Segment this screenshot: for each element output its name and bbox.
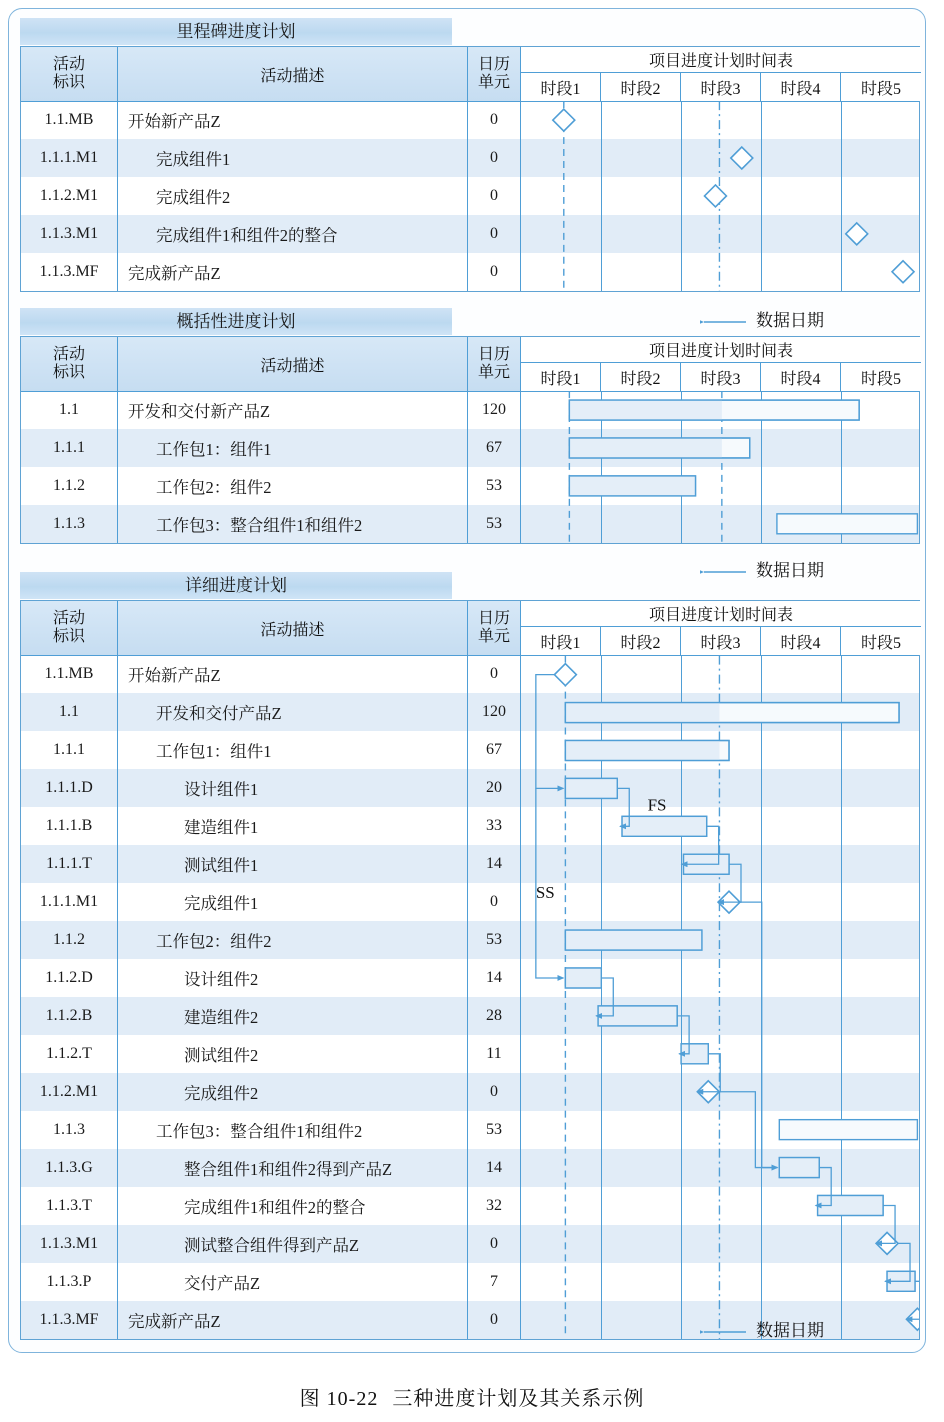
- gantt-milestone-diamond: [718, 891, 740, 913]
- data-date-callout-1: [700, 306, 824, 332]
- data-date-arrow-icon: [700, 1322, 748, 1342]
- cell-activity-description: 开发和交付新产品Z: [118, 391, 468, 429]
- gantt-gridline: [681, 655, 682, 1339]
- cell-activity-description: 工作包2：组件2: [118, 467, 468, 505]
- column-header-timeline: 项目进度计划时间表: [521, 337, 921, 363]
- column-header-calendar-unit: [468, 337, 521, 391]
- cell-calendar-unit: 0: [468, 883, 521, 921]
- gantt-gridline: [601, 391, 602, 543]
- data-date-callout-2: [700, 556, 824, 582]
- data-date-label: 数据日期: [756, 311, 824, 330]
- cell-calendar-unit: 28: [468, 997, 521, 1035]
- calendar-unit-line1: 日历: [477, 610, 510, 628]
- column-header-description: 活动描述: [118, 337, 468, 391]
- cell-calendar-unit: 33: [468, 807, 521, 845]
- cell-calendar-unit: 67: [468, 429, 521, 467]
- gantt-bar: [887, 1271, 915, 1291]
- cell-calendar-unit: 53: [468, 467, 521, 505]
- cell-activity-id: 1.1.1.T: [21, 845, 118, 883]
- cell-activity-id: 1.1: [21, 391, 118, 429]
- cell-activity-description: 工作包2：组件2: [118, 921, 468, 959]
- cell-activity-id: 1.1.MB: [21, 655, 118, 693]
- gantt-bar: [779, 1120, 917, 1140]
- column-header-activity-id: [21, 601, 118, 655]
- cell-calendar-unit: 120: [468, 391, 521, 429]
- cell-calendar-unit: 53: [468, 505, 521, 543]
- cell-calendar-unit: 0: [468, 1301, 521, 1339]
- column-header-period-2: 时段2: [601, 73, 681, 101]
- column-header-period-2: 时段2: [601, 627, 681, 655]
- column-header-period-1: 时段1: [521, 627, 601, 655]
- cell-activity-description: 完成组件1和组件2的整合: [118, 215, 468, 253]
- calendar-unit-line2: 单元: [477, 364, 510, 381]
- cell-activity-description: 开始新产品Z: [118, 655, 468, 693]
- gantt-bar: [818, 1195, 883, 1215]
- section-title-summary: 概括性进度计划: [20, 308, 452, 335]
- cell-calendar-unit: 11: [468, 1035, 521, 1073]
- column-header-calendar-unit: [468, 47, 521, 101]
- cell-activity-description: 测试组件1: [118, 845, 468, 883]
- cell-calendar-unit: 14: [468, 1149, 521, 1187]
- cell-activity-description: 测试组件2: [118, 1035, 468, 1073]
- calendar-unit-line1: 日历: [477, 346, 510, 364]
- cell-calendar-unit: 120: [468, 693, 521, 731]
- gantt-gridline: [601, 101, 602, 291]
- cell-calendar-unit: 53: [468, 1111, 521, 1149]
- gantt-bar: [681, 1044, 708, 1064]
- activity-id-line1: 活动: [52, 346, 85, 364]
- gantt-bar: [565, 741, 729, 761]
- column-header-timeline: 项目进度计划时间表: [521, 47, 921, 73]
- activity-id-line2: 标识: [52, 628, 85, 645]
- cell-activity-id: 1.1.1.D: [21, 769, 118, 807]
- cell-activity-id: 1.1.1: [21, 429, 118, 467]
- column-header-description: 活动描述: [118, 47, 468, 101]
- gantt-bar: [569, 476, 695, 496]
- cell-activity-description: 完成组件1: [118, 139, 468, 177]
- column-header-period-1: 时段1: [521, 73, 601, 101]
- section-title-milestone: 里程碑进度计划: [20, 18, 452, 45]
- cell-calendar-unit: 67: [468, 731, 521, 769]
- cell-activity-description: 交付产品Z: [118, 1263, 468, 1301]
- activity-id-line2: 标识: [52, 364, 85, 381]
- cell-calendar-unit: 0: [468, 253, 521, 291]
- cell-activity-id: 1.1.3: [21, 1111, 118, 1149]
- cell-activity-id: 1.1.1: [21, 731, 118, 769]
- cell-activity-id: 1.1: [21, 693, 118, 731]
- cell-activity-description: 整合组件1和组件2得到产品Z: [118, 1149, 468, 1187]
- cell-activity-id: 1.1.3.T: [21, 1187, 118, 1225]
- gantt-gridline: [681, 391, 682, 543]
- gantt-gridline: [841, 391, 842, 543]
- cell-calendar-unit: 20: [468, 769, 521, 807]
- cell-calendar-unit: 0: [468, 655, 521, 693]
- gantt-gridline: [601, 655, 602, 1339]
- column-header-period-5: 时段5: [841, 363, 921, 391]
- gantt-milestone-diamond: [553, 109, 575, 131]
- cell-activity-description: 工作包3：整合组件1和组件2: [118, 1111, 468, 1149]
- cell-activity-description: 工作包3：整合组件1和组件2: [118, 505, 468, 543]
- data-date-callout-3: [700, 1316, 824, 1342]
- data-date-arrow-icon: [700, 312, 748, 332]
- cell-activity-id: 1.1.2: [21, 467, 118, 505]
- cell-activity-id: 1.1.2.T: [21, 1035, 118, 1073]
- cell-activity-description: 完成组件2: [118, 177, 468, 215]
- cell-activity-id: 1.1.2.D: [21, 959, 118, 997]
- cell-activity-description: 建造组件1: [118, 807, 468, 845]
- calendar-unit-line2: 单元: [477, 74, 510, 91]
- gantt-bar: [569, 400, 859, 420]
- cell-calendar-unit: 0: [468, 177, 521, 215]
- column-header-calendar-unit: [468, 601, 521, 655]
- section-title-detailed: 详细进度计划: [20, 572, 452, 599]
- cell-activity-id: 1.1.1.B: [21, 807, 118, 845]
- column-header-period-1: 时段1: [521, 363, 601, 391]
- cell-calendar-unit: 53: [468, 921, 521, 959]
- cell-activity-id: 1.1.3.P: [21, 1263, 118, 1301]
- cell-activity-id: 1.1.3.M1: [21, 1225, 118, 1263]
- gantt-gridline: [681, 101, 682, 291]
- cell-activity-description: 设计组件2: [118, 959, 468, 997]
- column-header-activity-id: [21, 337, 118, 391]
- cell-activity-id: 1.1.2.B: [21, 997, 118, 1035]
- cell-activity-description: 完成组件2: [118, 1073, 468, 1111]
- column-header-period-4: 时段4: [761, 363, 841, 391]
- column-header-period-3: 时段3: [681, 363, 761, 391]
- cell-activity-id: 1.1.MB: [21, 101, 118, 139]
- cell-activity-description: 完成组件1: [118, 883, 468, 921]
- activity-id-line2: 标识: [52, 74, 85, 91]
- cell-activity-description: 工作包1：组件1: [118, 429, 468, 467]
- gantt-milestone-diamond: [554, 664, 576, 686]
- cell-calendar-unit: 0: [468, 139, 521, 177]
- link-type-label-fs: FS: [647, 795, 667, 815]
- cell-activity-id: 1.1.1.M1: [21, 883, 118, 921]
- link-type-label-ss: SS: [535, 883, 555, 903]
- cell-calendar-unit: 0: [468, 101, 521, 139]
- data-date-label: 数据日期: [756, 561, 824, 580]
- cell-activity-description: 建造组件2: [118, 997, 468, 1035]
- cell-activity-description: 开发和交付产品Z: [118, 693, 468, 731]
- cell-calendar-unit: 0: [468, 1073, 521, 1111]
- gantt-milestone-diamond: [892, 261, 914, 283]
- column-header-period-3: 时段3: [681, 73, 761, 101]
- column-header-timeline: 项目进度计划时间表: [521, 601, 921, 627]
- cell-activity-id: 1.1.1.M1: [21, 139, 118, 177]
- column-header-period-4: 时段4: [761, 627, 841, 655]
- activity-id-line1: 活动: [52, 56, 85, 74]
- gantt-gridline: [761, 391, 762, 543]
- gantt-gridline: [841, 101, 842, 291]
- cell-calendar-unit: 0: [468, 1225, 521, 1263]
- calendar-unit-line2: 单元: [477, 628, 510, 645]
- figure-caption-text: 三种进度计划及其关系示例: [392, 1388, 645, 1410]
- column-header-description: 活动描述: [118, 601, 468, 655]
- figure-number: 图 10-22: [299, 1388, 379, 1410]
- cell-activity-description: 开始新产品Z: [118, 101, 468, 139]
- cell-calendar-unit: 7: [468, 1263, 521, 1301]
- cell-activity-id: 1.1.2.M1: [21, 1073, 118, 1111]
- cell-calendar-unit: 14: [468, 959, 521, 997]
- figure-caption: [0, 1382, 944, 1411]
- cell-activity-id: 1.1.3.MF: [21, 1301, 118, 1339]
- calendar-unit-line1: 日历: [477, 56, 510, 74]
- column-header-period-3: 时段3: [681, 627, 761, 655]
- cell-activity-description: 设计组件1: [118, 769, 468, 807]
- cell-activity-description: 工作包1：组件1: [118, 731, 468, 769]
- cell-activity-id: 1.1.3.M1: [21, 215, 118, 253]
- gantt-gridline: [761, 655, 762, 1339]
- summary-schedule-table: [20, 336, 920, 544]
- detailed-schedule-table: [20, 600, 920, 1340]
- gantt-bar: [622, 816, 707, 836]
- cell-activity-id: 1.1.3.MF: [21, 253, 118, 291]
- cell-calendar-unit: 32: [468, 1187, 521, 1225]
- gantt-milestone-diamond: [704, 185, 726, 207]
- cell-calendar-unit: 14: [468, 845, 521, 883]
- gantt-gridline: [761, 101, 762, 291]
- column-header-activity-id: [21, 47, 118, 101]
- cell-activity-id: 1.1.3.G: [21, 1149, 118, 1187]
- data-date-label: 数据日期: [756, 1321, 824, 1340]
- column-header-period-5: 时段5: [841, 73, 921, 101]
- activity-id-line1: 活动: [52, 610, 85, 628]
- column-header-period-4: 时段4: [761, 73, 841, 101]
- cell-activity-description: 完成新产品Z: [118, 1301, 468, 1339]
- milestone-schedule-table: [20, 46, 920, 292]
- cell-calendar-unit: 0: [468, 215, 521, 253]
- column-header-period-5: 时段5: [841, 627, 921, 655]
- cell-activity-description: 测试整合组件得到产品Z: [118, 1225, 468, 1263]
- data-date-arrow-icon: [700, 562, 748, 582]
- column-header-period-2: 时段2: [601, 363, 681, 391]
- gantt-gridline: [841, 655, 842, 1339]
- cell-activity-id: 1.1.3: [21, 505, 118, 543]
- cell-activity-description: 完成组件1和组件2的整合: [118, 1187, 468, 1225]
- cell-activity-id: 1.1.2: [21, 921, 118, 959]
- cell-activity-id: 1.1.2.M1: [21, 177, 118, 215]
- cell-activity-description: 完成新产品Z: [118, 253, 468, 291]
- gantt-bar: [565, 968, 601, 988]
